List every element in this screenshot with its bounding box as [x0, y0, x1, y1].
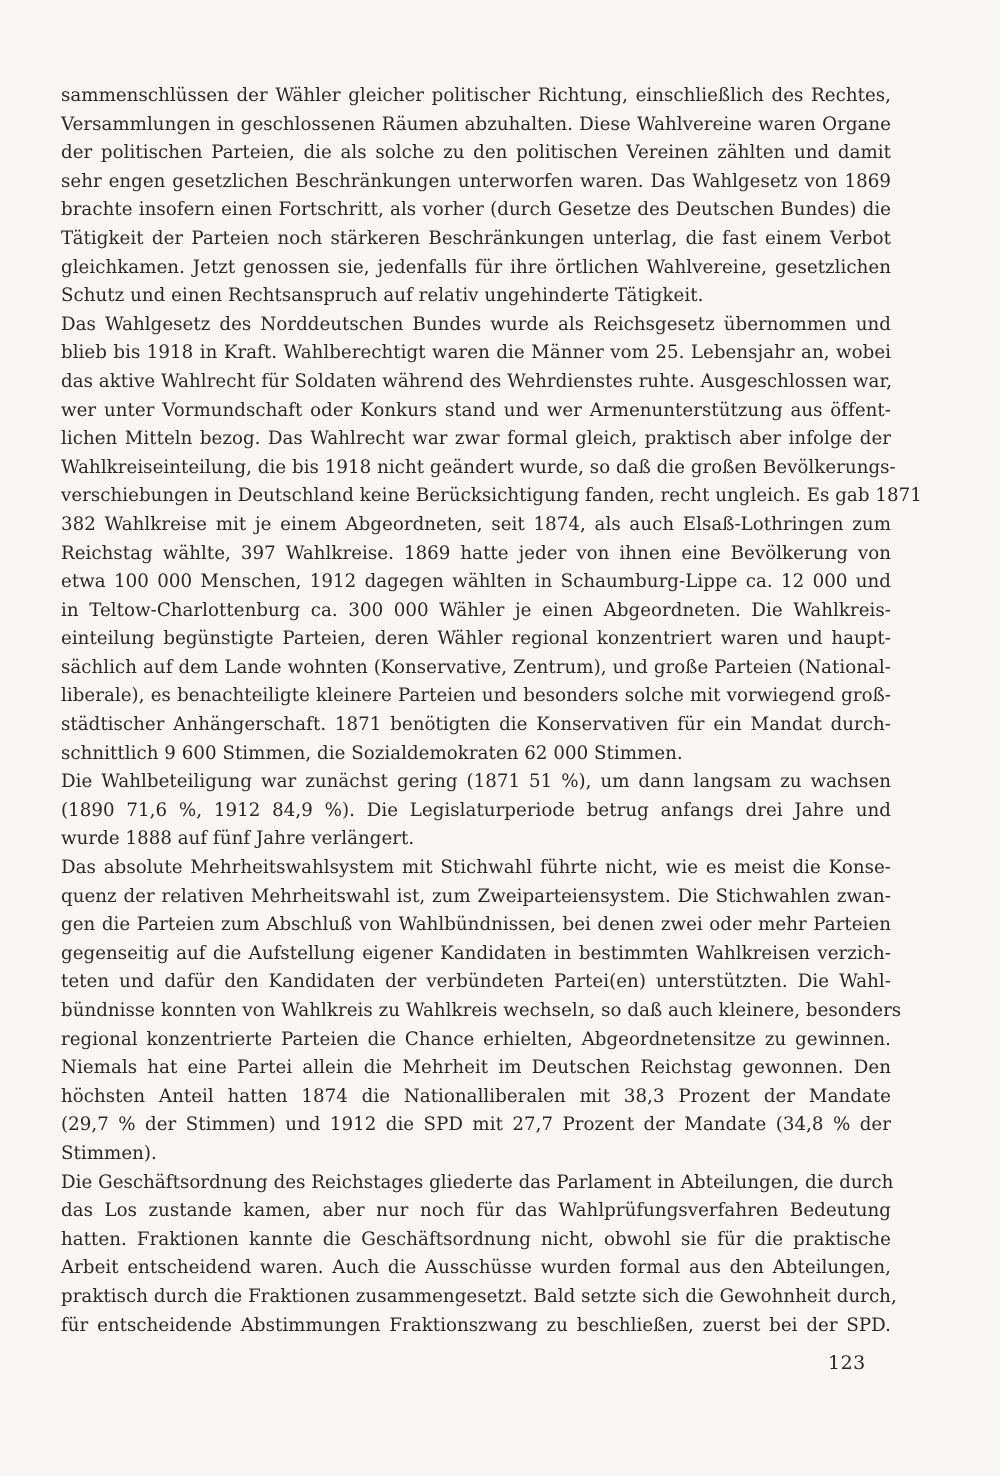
- text-line: in Teltow-Charlottenburg ca. 300 000 Wähler je einen Abgeordneten. Die Wahlkreis-: [61, 599, 891, 621]
- text-line: gen die Parteien zum Abschluß von Wahlbündnissen, bei denen zwei oder mehr Parteien: [61, 914, 891, 936]
- page-number: 123: [828, 1352, 866, 1374]
- text-line: Schutz und einen Rechtsanspruch auf relativ ungehinderte Tätigkeit.: [61, 285, 704, 307]
- text-line: für entscheidende Abstimmungen Fraktionszwang zu beschließen, zuerst bei der SPD.: [61, 1314, 891, 1336]
- text-line: sächlich auf dem Lande wohnten (Konservative, Zentrum), und große Parteien (National-: [61, 656, 891, 678]
- paragraph: [61, 854, 902, 1169]
- text-line: gegenseitig auf die Aufstellung eigener Kandidaten in bestimmten Wahlkreisen verzich-: [61, 942, 891, 964]
- text-line: höchsten Anteil hatten 1874 die Nationalliberalen mit 38,3 Prozent der Mandate: [61, 1085, 891, 1107]
- text-line: wer unter Vormundschaft oder Konkurs stand und wer Armenunterstützung aus öffent-: [61, 399, 891, 421]
- text-line: Das Wahlgesetz des Norddeutschen Bundes wurde als Reichsgesetz übernommen und: [61, 313, 891, 335]
- text-line: blieb bis 1918 in Kraft. Wahlberechtigt waren die Männer vom 25. Lebensjahr an, wobei: [61, 342, 891, 364]
- text-line: Das absolute Mehrheitswahlsystem mit Stichwahl führte nicht, wie es meist die Konse-: [61, 857, 891, 879]
- text-line: 382 Wahlkreise mit je einem Abgeordneten, seit 1874, als auch Elsaß-Lothringen zum: [61, 513, 891, 535]
- text-line: Niemals hat eine Partei allein die Mehrheit im Deutschen Reichstag gewonnen. Den: [61, 1057, 891, 1079]
- text-line: einteilung begünstigte Parteien, deren Wähler regional konzentriert waren und haupt-: [61, 628, 891, 650]
- text-line: Wahlkreiseinteilung, die bis 1918 nicht geändert wurde, so daß die großen Bevölkerungs-: [61, 456, 896, 478]
- text-line: verschiebungen in Deutschland keine Berücksichtigung fanden, recht ungleich. Es gab 1871: [61, 485, 922, 507]
- text-line: (1890 71,6 %, 1912 84,9 %). Die Legislaturperiode betrug anfangs drei Jahre und: [61, 799, 891, 821]
- text-line: das Los zustande kamen, aber nur noch für das Wahlprüfungsverfahren Bedeutung: [61, 1200, 891, 1222]
- text-line: Stimmen).: [61, 1142, 157, 1164]
- paragraph: [61, 311, 922, 769]
- paragraph: [61, 82, 891, 311]
- text-line: schnittlich 9 600 Stimmen, die Sozialdemokraten 62 000 Stimmen.: [61, 742, 683, 764]
- text-line: Tätigkeit der Parteien noch stärkeren Beschränkungen unterlag, die fast einem Verbot: [61, 227, 891, 249]
- text-line: Arbeit entscheidend waren. Auch die Ausschüsse wurden formal aus den Abteilungen,: [61, 1257, 891, 1279]
- text-line: quenz der relativen Mehrheitswahl ist, zum Zweiparteiensystem. Die Stichwahlen zwan-: [61, 885, 891, 907]
- text-line: liberale), es benachteiligte kleinere Parteien und besonders solche mit vorwiegend groß-: [61, 685, 891, 707]
- text-line: städtischer Anhängerschaft. 1871 benötigten die Konservativen für ein Mandat durch-: [61, 714, 891, 736]
- text-line: regional konzentrierte Parteien die Chance erhielten, Abgeordnetensitze zu gewinnen.: [61, 1028, 891, 1050]
- text-line: etwa 100 000 Menschen, 1912 dagegen wählten in Schaumburg-Lippe ca. 12 000 und: [61, 571, 891, 593]
- text-line: sammenschlüssen der Wähler gleicher politischer Richtung, einschließlich des Rechtes,: [61, 85, 891, 106]
- text-line: Reichstag wählte, 397 Wahlkreise. 1869 hatte jeder von ihnen eine Bevölkerung von: [61, 542, 891, 564]
- text-line: hatten. Fraktionen kannte die Geschäftsordnung nicht, obwohl sie für die praktische: [61, 1228, 891, 1250]
- page-body: [61, 82, 922, 1340]
- text-line: (29,7 % der Stimmen) und 1912 die SPD mit 27,7 Prozent der Mandate (34,8 % der: [61, 1114, 891, 1136]
- text-line: brachte insofern einen Fortschritt, als vorher (durch Gesetze des Deutschen Bundes) die: [61, 199, 891, 221]
- text-line: sehr engen gesetzlichen Beschränkungen unterworfen waren. Das Wahlgesetz von 1869: [61, 170, 891, 192]
- text-line: lichen Mitteln bezog. Das Wahlrecht war zwar formal gleich, praktisch aber infolge der: [61, 428, 891, 450]
- text-line: Die Wahlbeteiligung war zunächst gering (1871 51 %), um dann langsam zu wachsen: [61, 771, 891, 793]
- text-line: bündnisse konnten von Wahlkreis zu Wahlkreis wechseln, so daß auch kleinere, besonders: [61, 1000, 902, 1021]
- paragraph: [61, 1169, 897, 1341]
- text-line: praktisch durch die Fraktionen zusammengesetzt. Bald setzte sich die Gewohnheit durch,: [61, 1285, 897, 1307]
- text-line: teten und dafür den Kandidaten der verbündeten Partei(en) unterstützten. Die Wahl-: [61, 971, 891, 993]
- text-line: wurde 1888 auf fünf Jahre verlängert.: [61, 828, 415, 850]
- paragraph: [61, 768, 891, 854]
- text-line: Die Geschäftsordnung des Reichstages gliederte das Parlament in Abteilungen, die durch: [61, 1171, 894, 1193]
- text-line: der politischen Parteien, die als solche zu den politischen Vereinen zählten und damit: [61, 142, 891, 164]
- text-line: Versammlungen in geschlossenen Räumen abzuhalten. Diese Wahlvereine waren Organe: [61, 113, 891, 135]
- text-line: gleichkamen. Jetzt genossen sie, jedenfalls für ihre örtlichen Wahlvereine, gesetzlichen: [61, 256, 891, 278]
- text-line: das aktive Wahlrecht für Soldaten während des Wehrdienstes ruhte. Ausgeschlossen war,: [61, 370, 893, 392]
